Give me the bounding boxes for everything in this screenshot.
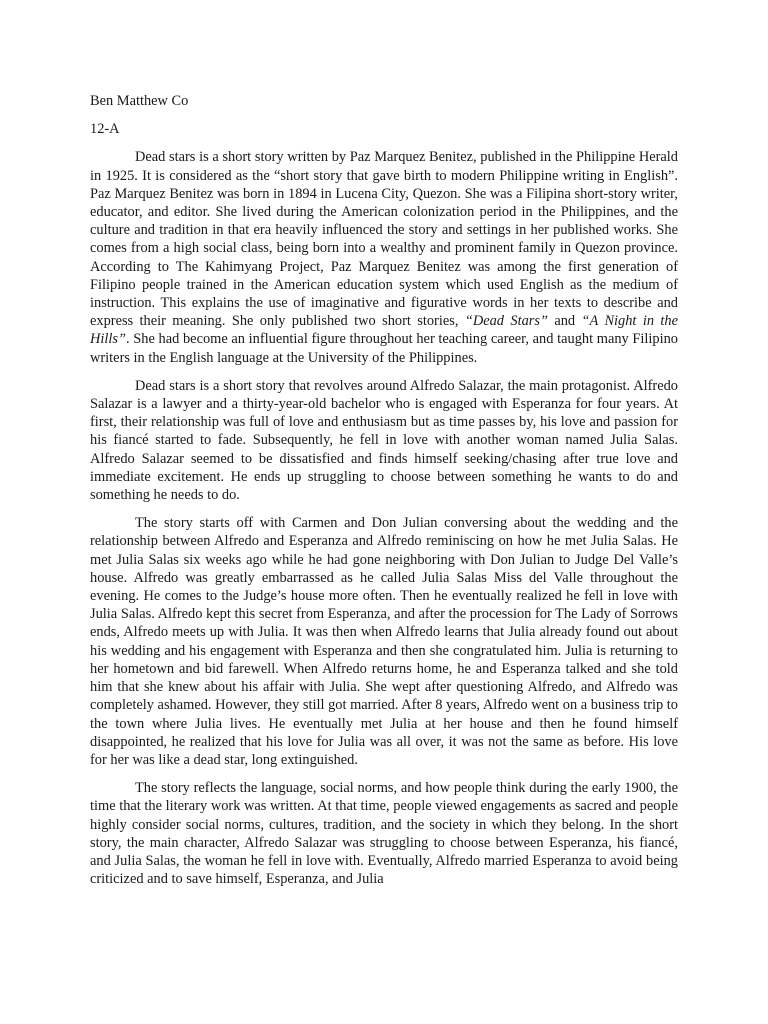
section-label: 12-A (90, 121, 120, 138)
paragraph-4 (90, 779, 678, 888)
paragraph-1 (90, 148, 678, 366)
story-title-dead-stars: “Dead Stars” (464, 313, 548, 330)
paragraph-3 (90, 514, 678, 769)
paragraph-1-text-c: . She had become an influential figure throughout her teaching career, and taught many Filipino writers in the English language at the University of the Philippines. (90, 331, 678, 366)
paragraph-1-text-a: Dead stars is a short story written by Paz Marquez Benitez, published in the Philippine Herald in 1925. It is considered as the “short story that gave birth to modern Philippine writing in English”. Paz Marquez Benitez was born in 1894 in Lucena City, Quezon. She was a Filipina short-story writer, educator, and editor. She lived during the American colonization period in the Philippines, and the culture and tradition in that era heavily influenced the story and settings in her published works. She comes from a high social class, being born into a wealthy and prominent family in Quezon province. According to The Kahimyang Project, Paz Marquez Benitez was among the first generation of Filipino people trained in the American education system which used English as the medium of instruction. This explains the use of imaginative and figurative words in her texts to describe and express their meaning. She only published two short stories, (90, 149, 678, 330)
paragraph-4-text: The story reflects the language, social norms, and how people think during the early 1900, the time that the literary work was written. At that time, people viewed engagements as sacred and people highly consider social norms, cultures, tradition, and the society in which they belong. In the short story, the main character, Alfredo Salazar was struggling to choose between Esperanza, his fiancé, and Julia Salas, the woman he fell in love with. Eventually, Alfredo married Esperanza to avoid being criticized and to save himself, Esperanza, and Julia (90, 780, 678, 888)
author-name: Ben Matthew Co (90, 93, 189, 109)
paragraph-1-text-b: and (547, 313, 582, 330)
document-page (90, 92, 678, 898)
paragraph-3-text: The story starts off with Carmen and Don Julian conversing about the wedding and the relationship between Alfredo and Esperanza and Alfredo reminiscing on how he met Julia Salas. He met Julia Salas six weeks ago while he had gone neighboring with Don Julian to Judge Del Valle’s house. Alfredo was greatly embarrassed as he called Julia Salas Miss del Valle throughout the evening. He comes to the Judge’s house more often. Then he eventually realized he fell in love with Julia Salas. Alfredo kept this secret from Esperanza, and after the procession for The Lady of Sorrows ends, Alfredo meets up with Julia. It was then when Alfredo learns that Julia already found out about his wedding and his engagement with Esperanza and then she congratulated him. Julia is returning to her hometown and bid farewell. When Alfredo returns home, he and Esperanza talked and she told him that she knew about his affair with Julia. She wept after questioning Alfredo, and Alfredo was completely ashamed. However, they still got married. After 8 years, Alfredo went on a business trip to the town where Julia lives. He eventually met Julia at her house and then he found himself disappointed, he realized that his love for Julia was all over, it was not the same as before. His love for her was like a dead star, long extinguished. (90, 515, 678, 768)
paragraph-2-text: Dead stars is a short story that revolves around Alfredo Salazar, the main protagonist. Alfredo Salazar is a lawyer and a thirty-year-old bachelor who is engaged with Esperanza for four years. At first, their relationship was full of love and enthusiasm but as time passes by, his love and passion for his fiancé started to fade. Subsequently, he fell in love with another woman named Julia Salas. Alfredo Salazar seemed to be dissatisfied and finds himself seeking/chasing after true love and immediate excitement. He ends up struggling to choose between something he wants to do and something he needs to do. (90, 377, 678, 504)
paragraph-2 (90, 377, 678, 504)
story-title-night-in-hills: “A Night in the Hills” (90, 313, 678, 348)
